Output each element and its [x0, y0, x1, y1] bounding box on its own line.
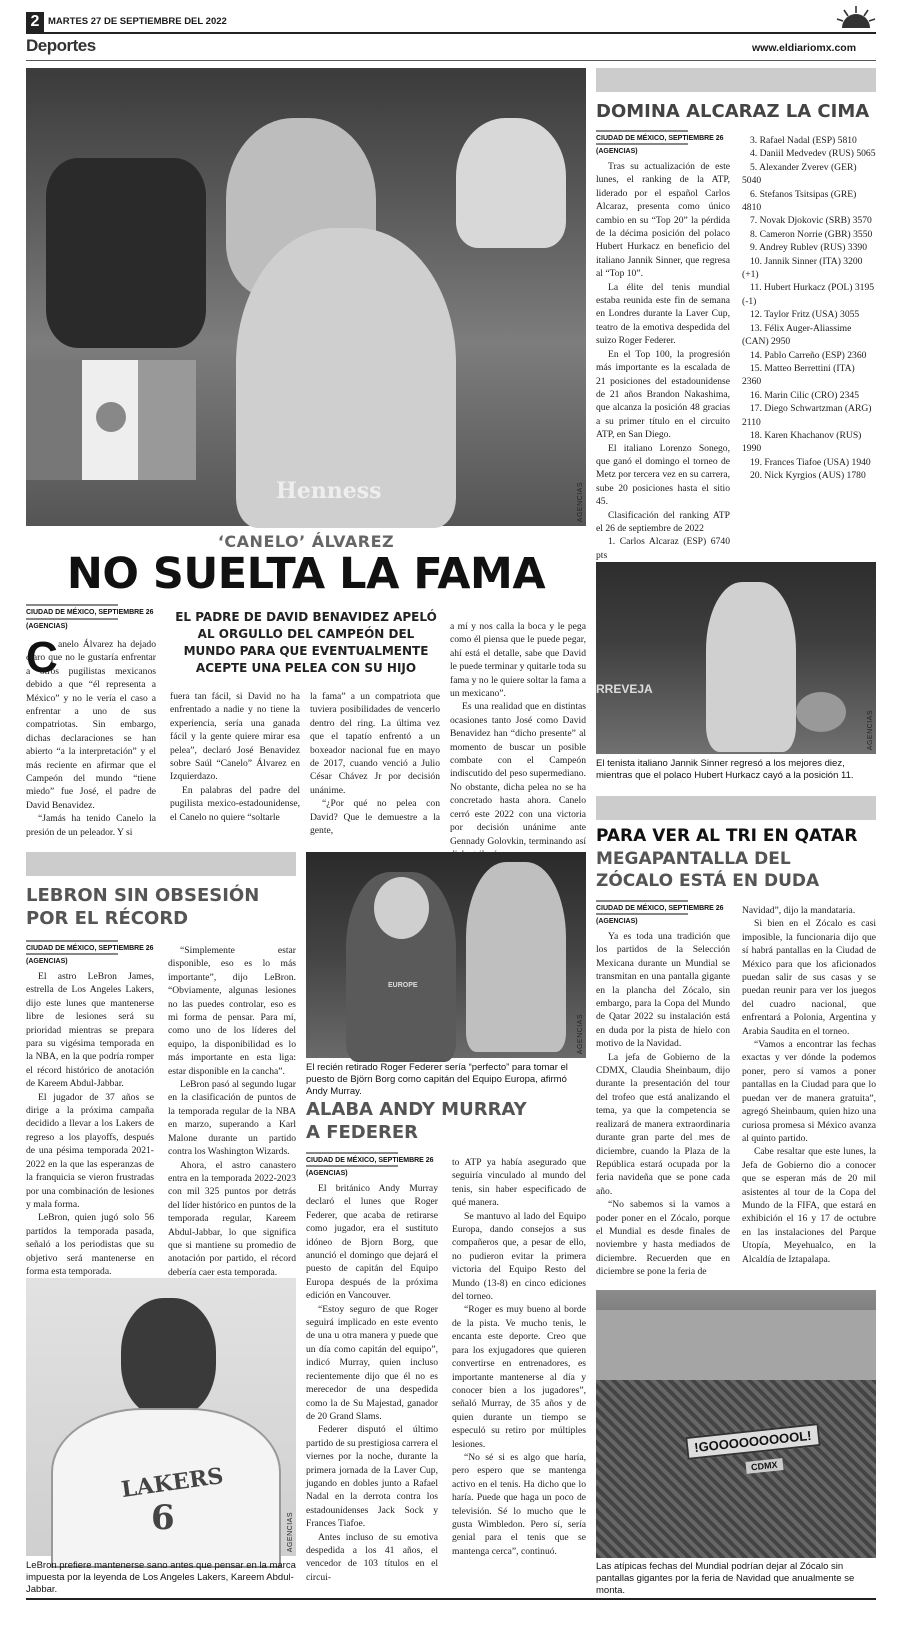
header-rule	[26, 32, 876, 34]
qatar-headline: MEGAPANTALLA DEL ZÓCALO ESTÁ EN DUDA	[596, 849, 820, 891]
canelo-photo-credit: AGENCIAS	[577, 481, 584, 522]
website-url[interactable]: www.eldiariomx.com	[752, 42, 857, 54]
canelo-column-3: la fama” a un compatriota que tuviera posibilidades de vencerlo dentro del ring. La última vez que el tapatío enfrentó a un boxeador nacional fue en mayo de 2017, cuando venció a Julio César Chávez Jr por decisión unánime. “¿Por qué no pelea con David? Que le demuestre a la gente,	[310, 691, 440, 837]
canelo-dateline: CIUDAD DE MÉXICO, SEPTIEMBRE 26	[26, 609, 154, 616]
murray-column-2: to ATP ya había asegurado que seguiría vinculado al mundo del tenis, sin haber especificado de qué manera. Se mantuvo al lado del Equipo Europa, dando consejos a sus compañeros que, a pesar de ello, no pudieron evitar la primera victoria del Equipo Resto del Mundo (13-8) en cinco ediciones del torneo. “Roger es muy bueno al borde de la pista. Ve mucho tenis, le encanta este deporte. Creo que para los exjugadores que quieren convertirse en entrenadores, es importante mantenerse al día y conocer bien a los jugadores”, señaló Murray, de 35 años y de quien durante un tiempo se especuló su retiro por múltiples lesiones. “No sé si es algo que haría, pero espero que se mantenga activo en el tenis. Ha dicho que lo haría. Puede que haga un poco de televisión. Sé lo mucho que le gusta Wimbledon. Pero sí, sería genial para el tenis que se mantenga cerca”, continuó.	[452, 1157, 586, 1557]
qatar-dateline: CIUDAD DE MÉXICO, SEPTIEMBRE 26	[596, 905, 724, 912]
canelo-column-4: a mí y nos calla la boca y le pega como él piensa que le puede pegar, ahí está el detalle, sabe que David le puede terminar y quitarle toda su fama y no le quiere soltar la fama a un mexicano”. Es una realidad que en distintas ocasiones tanto José como David Benavidez han “dicho presente” al momento de buscar un posible combate con el Campeón indiscutido del peso supermediano. No obstante, dicha pelea no se ha concretado hasta ahora. Canelo cerró este 2022 con una victoria por decisión unánime ante Gennady Golovkin, terminando así	[450, 621, 586, 847]
canelo-column-1: anelo Álvarez ha dejado claro que no le gustaría enfrentar a otros pugilistas mexicanos debido a que “él representa a México” y no le vería el caso a enfrentar a uno de sus compatriotas. Sin embargo, dichas declaraciones se han abierto “a la interpretación” y el más reciente en afirmar que el Campeón del mundo “tiene miedo” fue José, el padre de David Benavidez. “Jamás ha tenido Canelo la presión de un peleador. Y si	[26, 639, 156, 838]
lebron-band	[26, 852, 296, 876]
qatar-agency: (AGENCIAS)	[596, 918, 638, 925]
alcaraz-dateline: CIUDAD DE MÉXICO, SEPTIEMBRE 26	[596, 135, 724, 142]
lebron-headline: LEBRON SIN OBSESIÓN POR EL RÉCORD	[26, 885, 260, 929]
building-shape	[596, 1310, 876, 1380]
murray-headline: ALABA ANDY MURRAY A FEDERER	[306, 1099, 527, 1143]
sinner-figure	[706, 582, 796, 752]
murray-agency: (AGENCIAS)	[306, 1170, 348, 1177]
canelo-column-2: fuera tan fácil, si David no ha enfrentado a nadie y no tiene la experiencia, sería una ganada fácil y la gente quiere mirar esa pelea”, declaró José Benavidez sobre Saúl “Canelo” Álvarez en Izquierdazo. En palabras del padre del pugilista mexico-estadounidense, el Canelo no quiere “soltarle	[170, 691, 300, 823]
canelo-dropcap: C	[26, 633, 58, 682]
lebron-column-1: El astro LeBron James, estrella de Los Angeles Lakers, dijo este lunes que mantenerse libre de lesiones será su prioridad mientras se prepara para su vigésima temporada en la NBA, en la que podría romper el récord histórico de anotación de Kareem Abdul-Jabbar. El jugador de 37 años se dirige a la próxima campaña decidido a llevar a los Lakers de regreso a los playoffs, después de una pésima temporada 2021-2022 en la que las esperanzas de la franquicia se vieron frustradas por una combinación de lesiones y mala forma. LeBron, quien jugó solo 56 partidos la temporada pasada, señaló a los periodistas que su objetivo será mantenerse en forma esta temporada.	[26, 971, 154, 1277]
lebron-agency: (AGENCIAS)	[26, 958, 68, 965]
canelo-photo	[26, 68, 586, 526]
sun-logo-icon	[836, 6, 876, 30]
issue-date: MARTES 27 DE SEPTIEMBRE DEL 2022	[48, 16, 227, 27]
lebron-head	[121, 1298, 216, 1418]
zocalo-photo	[596, 1290, 876, 1558]
murray-column-1: El británico Andy Murray declaró el lunes que Roger Federer, que acaba de retirarse como jugador, era el sustituto idóneo de Bjorn Borg, que anunció el domingo que dejará el puesto de capitán del Equipo Europa después de la próxima edición en Vancouver. “Estoy seguro de que Roger seguirá implicado en este evento de una u otra manera y puede que un día como capitán del equipo”, indicó Murray, quien incluso recientemente dijo que él no es merecedor de una despedida como la de Su Majestad, ganador de 20 Grand Slams. Federer disputó el último partido de su prestigiosa carrera el viernes por la noche, durante la primera jornada de la Laver Cup, jugando en dobles junto a Rafael Nadal en la derrota contra los estadounidenses Jack Sock y Frances Tiafoe. Antes incluso de su emotiva despedida a los 41 años, el vencedor de 103 títulos en el circui-	[306, 1183, 438, 1583]
section-name: Deportes	[26, 36, 96, 55]
alcaraz-headline: DOMINA ALCARAZ LA CIMA	[596, 101, 870, 122]
lebron-dateline: CIUDAD DE MÉXICO, SEPTIEMBRE 26	[26, 945, 154, 952]
mexican-flag	[26, 360, 196, 480]
sinner-photo-banner: RREVEJA	[596, 682, 653, 696]
qatar-column-1: Ya es toda una tradición que los partidos de la Selección Mexicana durante un Mundial se transmitan en una pantalla gigante en la plancha del Zócalo, sin embargo, para la Copa del Mundo de Qatar 2022 su instalación está en duda por la pista de hielo con motivo de la Navidad. La jefa de Gobierno de la CDMX, Claudia Sheinbaum, dijo durante la presentación del tour del trofeo que está analizando el tema, ya que la competencia se realizará de manera extraordinaria durante gran parte del mes de diciembre, cuando la Plaza de la República estará ocupada por la feria navideña que se pone cada año. “No sabemos si la vamos a poder poner en el Zócalo, porque el Mundial es desde finales de noviembre y hasta mediados de diciembre. Recuerden que en diciembre se pone la feria de	[596, 931, 730, 1278]
lebron-photo	[26, 1278, 296, 1556]
lebron-jersey-number: 6	[151, 1498, 175, 1538]
qatar-column-2: Navidad”, dijo la mandataria. Si bien en el Zócalo es casi imposible, la funcionaria dijo que sí habrá pantallas en la Ciudad de México para que los aficionados puedan salir de sus casas y se puedan reunir para ver los juegos del cuadro nacional, que enfrentará a Polonia, Argentina y Arabia Saudita en el torneo. “Vamos a encontrar las fechas exactas y ver dónde la podemos poner, pero sí vamos a poner pantallas en la Ciudad para que lo puedan ver de manera gratuita”, agregó Sheinbaum, quien hizo una curiosa promesa si México avanza al quinto partido. Cabe resaltar que este lunes, la Jefa de Gobierno dio a conocer que se esperan más de 20 mil asistentes al tour de la Copa del Mundo de la FIFA, que estará en exhibición el 16 y 17 de octubre en las instalaciones del Parque Utopía, Meyehualco, en la Alcaldía de Iztapalapa.	[742, 905, 876, 1265]
footer-rule	[26, 1598, 876, 1600]
canelo-kicker: ‘CANELO’ ÁLVAREZ	[217, 532, 395, 551]
lebron-photo-credit: AGENCIAS	[287, 1511, 294, 1552]
canelo-agency: (AGENCIAS)	[26, 623, 68, 630]
alcaraz-band	[596, 68, 876, 92]
lebron-caption: LeBron prefiere mantenerse sano antes que pensar en la marca impuesta por la leyenda de Los Angeles Lakers, Kareem Abdul-Jabbar.	[26, 1560, 296, 1595]
qatar-band	[596, 796, 876, 820]
alcaraz-column-1: Tras su actualización de este lunes, el ranking de la ATP, liderado por el español Carlos Alcaraz, presenta como único cambio en su “Top 20” la pérdida de la décima posición del polaco Hubert Hurkacz en beneficio del italiano Jannik Sinner, que regresa al “Top 10”. La élite del tenis mundial estaba reunida este fin de semana en Londres durante la Laver Cup, teatro de la emotiva despedida del suizo Roger Federer. En el Top 100, la progresión más importante es la escalada de 21 posiciones del estadounidense de 21 años Brandon Nakashima, que alcanza la posición 48 gracias a su primer título en el circuito ATP, en San Diego. El italiano Lorenzo Sonego, que ganó el domingo el torneo de Metz por tercera vez en su carrera, sube 20 posiciones hasta el sitio 45. Clasificación del ranking ATP el 26 de septiembre de 2022 1. Carlos Alcaraz (ESP) 6740 pts	[596, 160, 730, 555]
zocalo-banner-sub: CDMX	[745, 1458, 783, 1474]
canelo-deck: EL PADRE DE DAVID BENAVIDEZ APELÓ AL ORGULLO DEL CAMPEÓN DEL MUNDO PARA QUE EVENTUALMENTE ACEPTE UNA PELEA CON SU HIJO	[175, 610, 437, 675]
federer-photo-credit: AGENCIAS	[577, 1013, 584, 1054]
referee-figure	[456, 118, 566, 248]
canelo-photo-trunks-text: Henness	[276, 478, 382, 504]
qatar-headline-top: PARA VER AL TRI EN QATAR	[596, 826, 858, 846]
flag-emblem	[96, 402, 126, 432]
page-number: 2	[26, 12, 44, 32]
alcaraz-ranking-list: 3. Rafael Nadal (ESP) 5810 4. Daniil Medvedev (RUS) 5065 5. Alexander Zverev (GER) 5040 6. Stefanos Tsitsipas (GRE) 4810 7. Novak Djokovic (SRB) 3570 8. Cameron Norrie (GBR) 3550 9. Andrey Rublev (RUS) 3390 10. Jannik Sinner (ITA) 3200 (+1) 11. Hubert Hurkacz (POL) 3195 (-1) 12. Taylor Fritz (USA) 3055 13. Félix Auger-Aliassime (CAN) 2950 14. Pablo Carreño (ESP) 2360 15. Matteo Berrettini (ITA) 2360 16. Marin Cilic (CRO) 2345 17. Diego Schwartzman (ARG) 2110 18. Karen Khachanov (RUS) 1990 19. Frances Tiafoe (USA) 1940 20. Nick Kyrgios (AUS) 1780	[742, 135, 876, 482]
ranking-left-1: 1. Carlos Alcaraz (ESP) 6740 pts	[596, 536, 730, 561]
lebron-column-2: “Simplemente estar disponible, eso es lo más importante”, dijo LeBron. “Obviamente, algunas lesiones no las puedes controlar, eso es mi forma de pensar. Para mí, como uno de los líderes del equipo, la disponibilidad es lo más importante en esta liga: estar disponible en la cancha”. LeBron pasó al segundo lugar en la clasificación de puntos de la temporada regular de la NBA en marzo, superando a Karl Malone durante un partido contra los Washington Wizards. Ahora, el astro canastero entra en la temporada 2022-2023 con mil 325 puntos por detrás del líder histórico en puntos de la temporada regular, Kareem Abdul-Jabbar, lo que significa que si mantiene su promedio de anotación por partido, el récord debería caer esta temporada.	[168, 945, 296, 1278]
murray-figure	[466, 862, 566, 1052]
federer-caption: El recién retirado Roger Federer sería “perfecto” para tomar el puesto de Björn Borg como capitán del Equipo Europa, afirmó Andy Murray.	[306, 1062, 568, 1097]
sinner-photo-credit: AGENCIAS	[867, 709, 874, 750]
zocalo-caption: Las atípicas fechas del Mundial podrían dejar al Zócalo sin pantallas gigantes por la feria de Navidad que anualmente se monta.	[596, 1561, 855, 1596]
crowd-shape	[596, 1380, 876, 1558]
section-rule	[26, 60, 876, 61]
belt-shape	[46, 158, 206, 348]
sinner-caption: El tenista italiano Jannik Sinner regresó a los mejores diez, mientras que el polaco Hubert Hurkacz cayó a la posición 11.	[596, 758, 854, 781]
alcaraz-agency: (AGENCIAS)	[596, 148, 638, 155]
zocalo-banner: !GOOOOOOOOOL!	[685, 1423, 820, 1460]
sinner-photo	[596, 562, 876, 754]
canelo-headline: NO SUELTA LA FAMA	[66, 549, 546, 599]
federer-murray-photo	[306, 852, 586, 1058]
lebron-jersey-text: LAKERS	[119, 1462, 225, 1504]
federer-face	[374, 877, 429, 939]
federer-shirt-text: EUROPE	[388, 982, 418, 989]
racket-shape	[796, 692, 846, 732]
murray-dateline: CIUDAD DE MÉXICO, SEPTIEMBRE 26	[306, 1157, 434, 1164]
